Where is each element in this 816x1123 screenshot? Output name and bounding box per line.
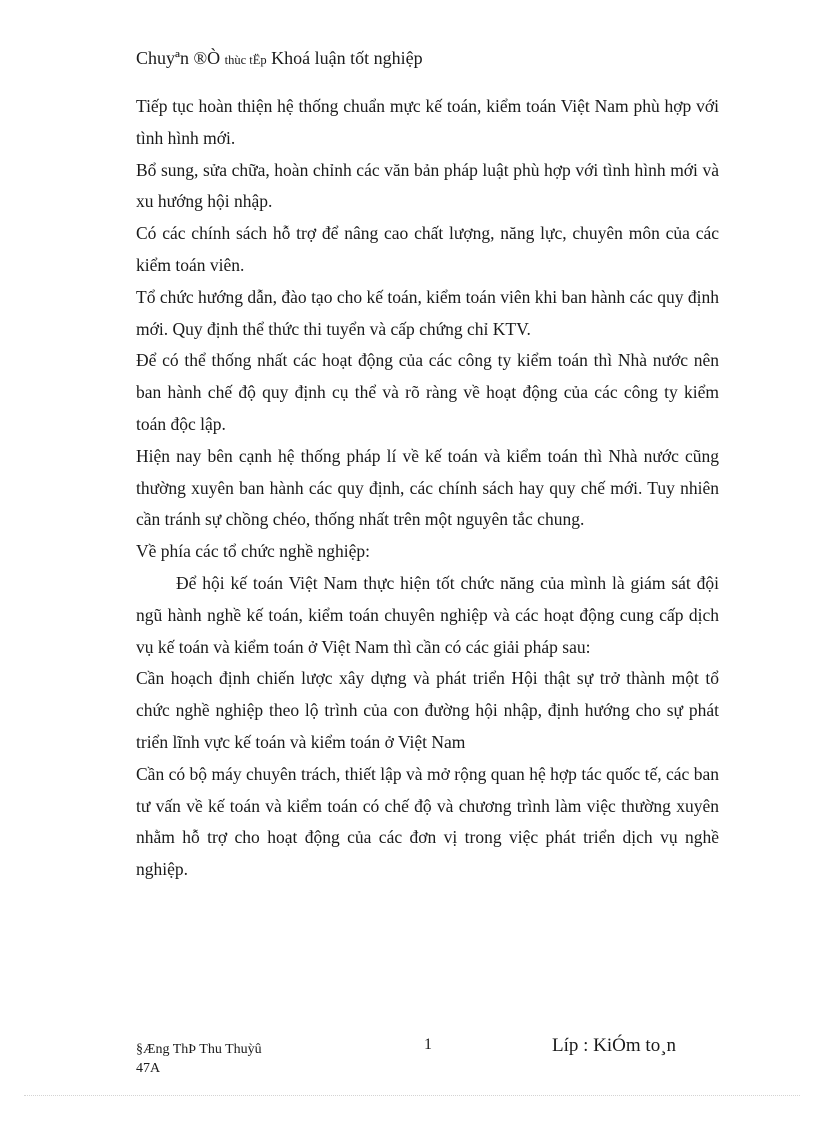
footer-class-label: Líp : KiÓm to¸n [552, 1035, 677, 1056]
header-garbled-text: Chuyªn ®Ò [136, 48, 221, 68]
paragraph: Để có thể thống nhất các hoạt động của các công ty kiểm toán thì Nhà nước nên ban hành chế độ quy định cụ thể và rõ ràng về hoạt động của các công ty kiểm toán độc lập. [136, 350, 719, 434]
page-number: 1 [424, 1036, 432, 1053]
paragraph: Bổ sung, sửa chữa, hoàn chỉnh các văn bản pháp luật phù hợp với tình hình mới và xu hướng hội nhập. [136, 159, 719, 212]
paragraph: Để hội kế toán Việt Nam thực hiện tốt chức năng của mình là giám sát đội ngũ hành nghề kế toán, kiểm toán chuyên nghiệp và các hoạt động cung cấp dịch vụ kế toán và kiểm toán ở Việt Nam thì cần có các giải pháp sau: [136, 572, 719, 657]
page-bottom-divider [24, 1095, 800, 1096]
paragraph: Cần hoạch định chiến lược xây dựng và phát triển Hội thật sự trở thành một tổ chức nghề nghiệp theo lộ trình của con đường hội nhập, định hướng cho sự phát triển lĩnh vực kế toán và kiểm toán ở Việt Nam [136, 668, 719, 752]
footer-author-name: §Æng ThÞ Thu Thuỳû [136, 1042, 262, 1057]
paragraph: Tiếp tục hoàn thiện hệ thống chuẩn mực kế toán, kiểm toán Việt Nam phù hợp với tình hình mới. [136, 96, 719, 148]
paragraph: Tổ chức hướng dẫn, đào tạo cho kế toán, kiểm toán viên khi ban hành các quy định mới. Quy định thể thức thi tuyển và cấp chứng chỉ KTV. [136, 286, 719, 339]
paragraph: Hiện nay bên cạnh hệ thống pháp lí về kế toán và kiểm toán thì Nhà nước cũng thường xuyên ban hành các quy định, các chính sách hay quy chế mới. Tuy nhiên cần tránh sự chồng chéo, thống nhất trên một nguyên tắc chung. [136, 445, 719, 530]
page-header [136, 48, 423, 69]
section-heading: Về phía các tổ chức nghề nghiệp: [136, 541, 370, 562]
paragraph: Cần có bộ máy chuyên trách, thiết lập và mở rộng quan hệ hợp tác quốc tế, các ban tư vấn về kế toán và kiểm toán có chế độ và chương trình làm việc thường xuyên nhằm hỗ trợ cho hoạt động của các đơn vị trong việc phát triển dịch vụ nghề nghiệp. [136, 763, 719, 880]
header-title: Khoá luận tốt nghiệp [271, 48, 423, 68]
document-body [136, 91, 719, 886]
paragraph: Có các chính sách hỗ trợ để nâng cao chất lượng, năng lực, chuyên môn của các kiểm toán viên. [136, 223, 719, 275]
footer-author-class: 47A [136, 1061, 161, 1076]
header-small-text: thùc tËp [224, 53, 267, 67]
footer-author [136, 1040, 262, 1078]
